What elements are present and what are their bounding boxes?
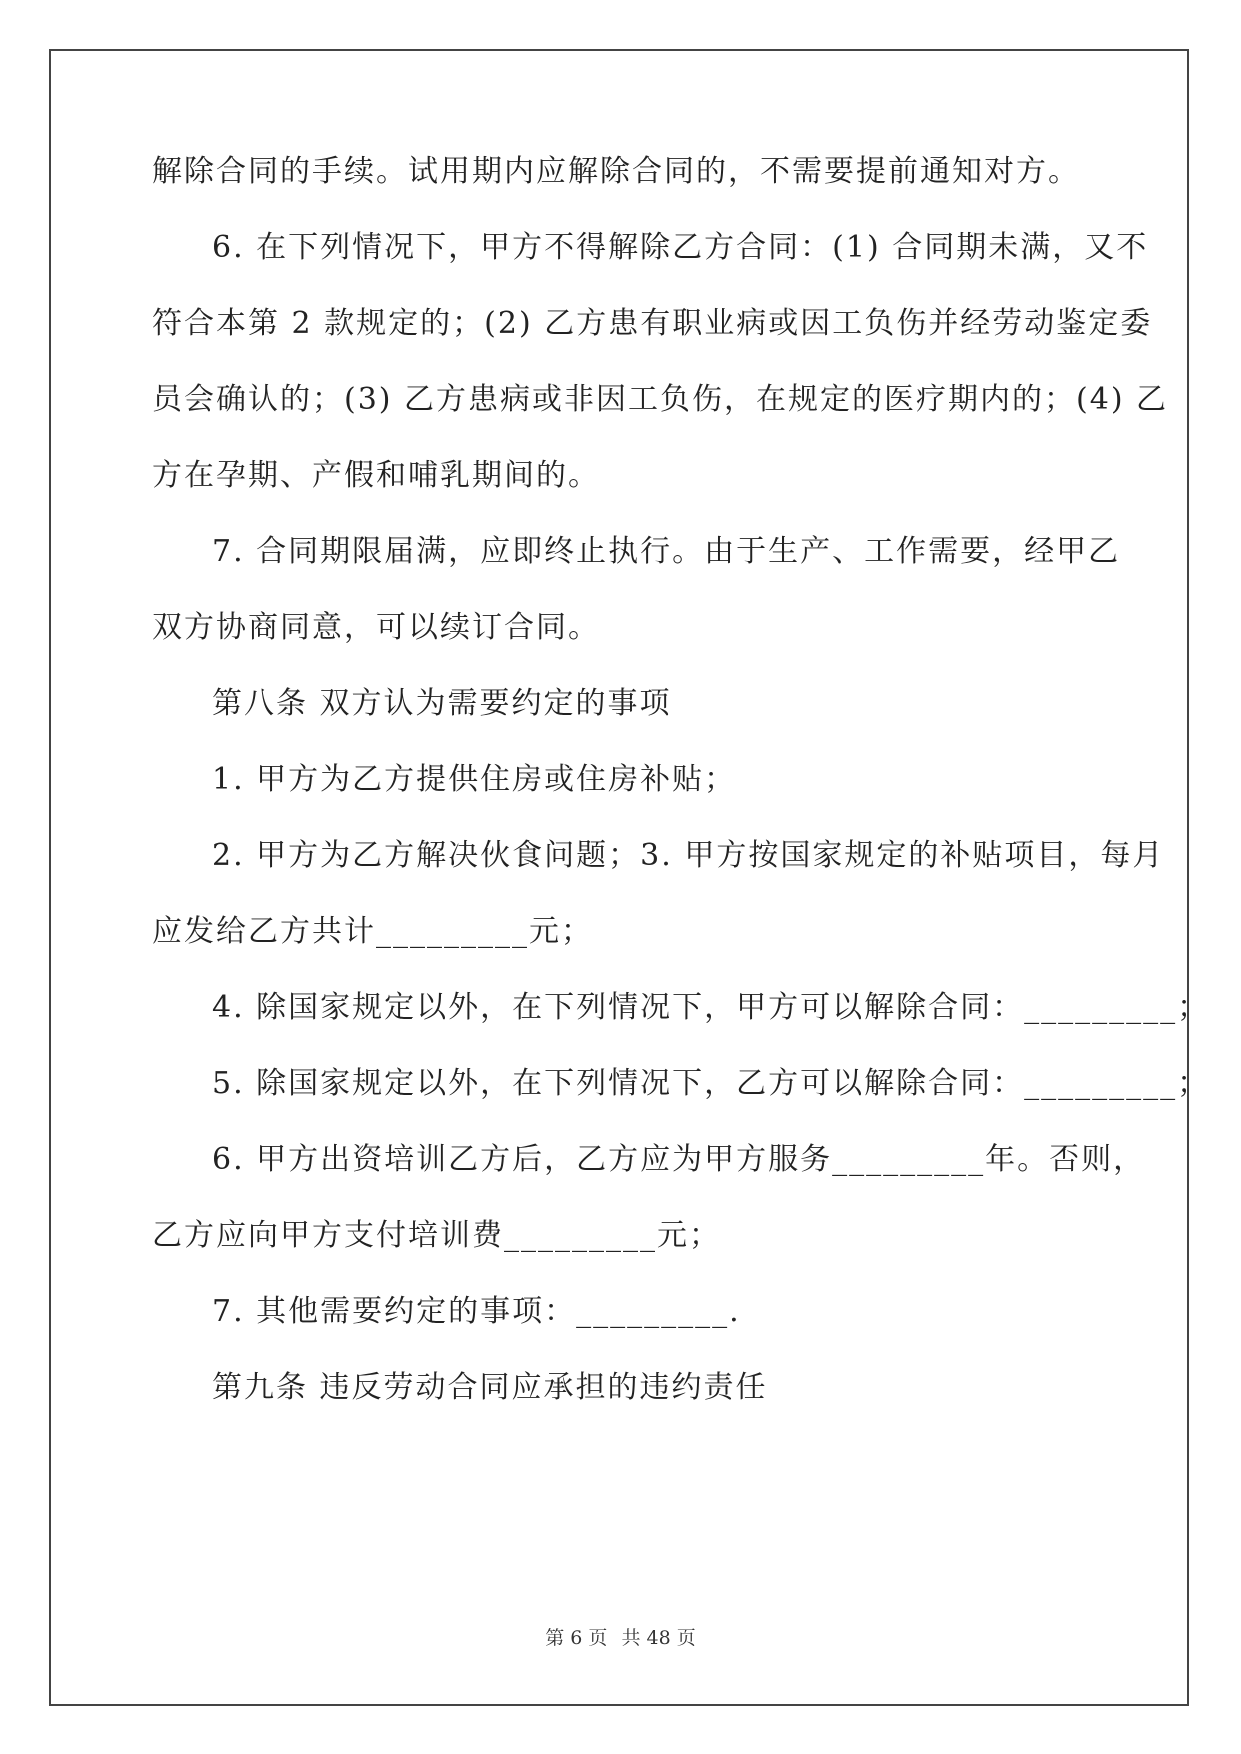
section-heading: 第八条 双方认为需要约定的事项 <box>212 686 672 721</box>
paragraph-line: 7. 其他需要约定的事项：_________. <box>212 1294 741 1329</box>
paragraph-line: 2. 甲方为乙方解决伙食问题；3. 甲方按国家规定的补贴项目，每月 <box>212 838 1165 873</box>
paragraph-line: 7. 合同期限届满，应即终止执行。由于生产、工作需要，经甲乙 <box>212 534 1121 569</box>
total-pages: 共 48 页 <box>621 1627 696 1649</box>
paragraph-line: 方在孕期、产假和哺乳期间的。 <box>152 458 600 493</box>
paragraph-line: 1. 甲方为乙方提供住房或住房补贴； <box>212 762 737 797</box>
paragraph-line: 解除合同的手续。试用期内应解除合同的，不需要提前通知对方。 <box>152 154 1080 189</box>
paragraph-line: 5. 除国家规定以外，在下列情况下，乙方可以解除合同：_________； <box>212 1066 1210 1101</box>
paragraph-line: 6. 甲方出资培训乙方后，乙方应为甲方服务_________年。否则， <box>212 1142 1146 1177</box>
paragraph-line: 6. 在下列情况下，甲方不得解除乙方合同：(1) 合同期未满，又不 <box>212 230 1149 265</box>
page-number: 第 6 页 <box>545 1627 608 1649</box>
page-border <box>49 49 1210 1706</box>
section-heading: 第九条 违反劳动合同应承担的违约责任 <box>212 1370 768 1405</box>
paragraph-line: 员会确认的；(3) 乙方患病或非因工负伤，在规定的医疗期内的；(4) 乙 <box>152 382 1169 417</box>
paragraph-line: 4. 除国家规定以外，在下列情况下，甲方可以解除合同：_________； <box>212 990 1210 1025</box>
paragraph-line: 应发给乙方共计_________元； <box>152 914 593 949</box>
paragraph-line: 符合本第 2 款规定的；(2) 乙方患有职业病或因工负伤并经劳动鉴定委 <box>152 306 1153 341</box>
paragraph-line: 乙方应向甲方支付培训费_________元； <box>152 1218 721 1253</box>
page-footer <box>0 1626 1241 1650</box>
paragraph-line: 双方协商同意，可以续订合同。 <box>152 610 600 645</box>
